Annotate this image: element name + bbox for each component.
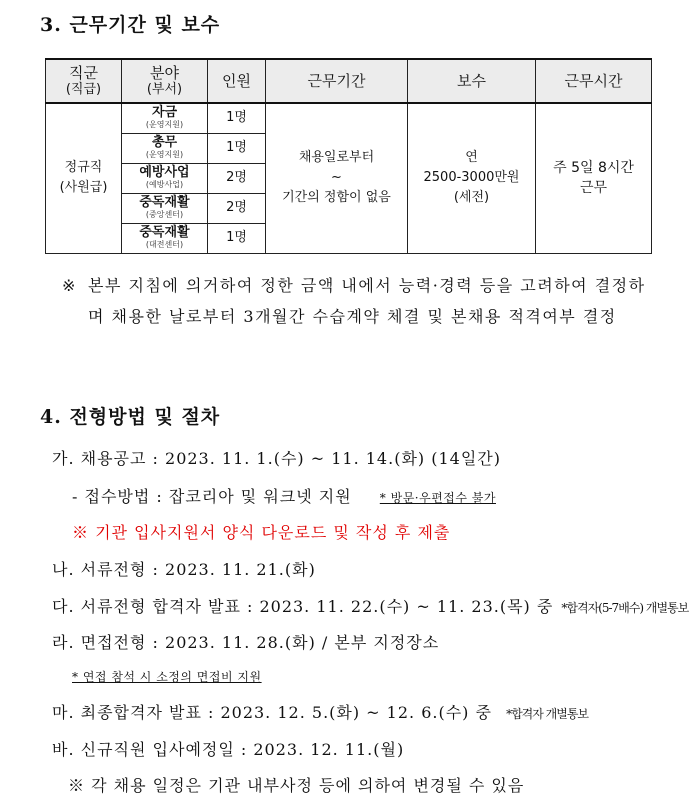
- step-na: 나. 서류전형 : 2023. 11. 21.(화): [52, 560, 316, 579]
- dept-cell: 예방사업 (예방사업): [122, 163, 208, 193]
- count-cell: 2명: [208, 163, 266, 193]
- count-cell: 2명: [208, 193, 266, 223]
- period-cell: 채용일로부터 ~ 기간의 정함이 없음: [266, 103, 408, 253]
- employment-table: [45, 58, 652, 254]
- step-ba: 바. 신규직원 입사예정일 : 2023. 12. 11.(월): [52, 740, 405, 759]
- step-ga: 가. 채용공고 : 2023. 11. 1.(수) ~ 11. 14.(화) (14일간): [52, 449, 501, 468]
- application-method: [72, 484, 496, 507]
- position-cell: 정규직 (사원급): [46, 103, 122, 253]
- dept-cell: 자금 (운영지원): [122, 103, 208, 133]
- hours-cell: 주 5일 8시간 근무: [536, 103, 652, 253]
- step-da-text: 다. 서류전형 합격자 발표 : 2023. 11. 22.(수) ~ 11. 23.(목) 중: [52, 597, 554, 616]
- dept-cell: 총무 (운영지원): [122, 133, 208, 163]
- step-ma: [52, 700, 588, 723]
- table-header-row: [46, 59, 652, 103]
- application-form-note: ※ 기관 입사지원서 양식 다운로드 및 작성 후 제출: [72, 523, 451, 542]
- dept-cell: 중독재활 (대전센터): [122, 223, 208, 253]
- salary-note-text: 본부 지침에 의거하여 정한 금액 내에서 능력·경력 등을 고려하여 결정하며 채용한 날로부터 3개월간 수습계약 체결 및 본채용 적격여부 결정: [88, 276, 646, 326]
- header-pay: 보수: [408, 59, 536, 103]
- schedule-change-note: ※ 각 채용 일정은 기관 내부사정 등에 의하여 변경될 수 있음: [68, 776, 525, 795]
- salary-note: [62, 270, 662, 332]
- header-field: 분야 (부서): [122, 59, 208, 103]
- step-ma-text: 마. 최종합격자 발표 : 2023. 12. 5.(화) ~ 12. 6.(수) 중: [52, 703, 492, 722]
- step-ma-note: *합격자 개별통보: [506, 707, 589, 721]
- step-da: [52, 594, 688, 617]
- step-ra: 라. 면접전형 : 2023. 11. 28.(화) / 본부 지정장소: [52, 633, 440, 652]
- count-cell: 1명: [208, 223, 266, 253]
- pay-cell: 연 2500-3000만원 (세전): [408, 103, 536, 253]
- header-hours: 근무시간: [536, 59, 652, 103]
- table-row: [46, 103, 652, 133]
- step-ra-note: * 연접 참석 시 소정의 면접비 지원: [72, 670, 262, 684]
- application-method-note: * 방문·우편접수 불가: [379, 491, 496, 505]
- step-da-note: *합격자(5-7배수) 개별통보: [561, 601, 689, 615]
- header-headcount: 인원: [208, 59, 266, 103]
- section3-title: 3. 근무기간 및 보수: [40, 14, 221, 36]
- application-method-text: - 접수방법 : 잡코리아 및 워크넷 지원: [72, 487, 352, 506]
- dept-cell: 중독재활 (중앙센터): [122, 193, 208, 223]
- header-period: 근무기간: [266, 59, 408, 103]
- reference-mark: ※: [62, 276, 77, 295]
- header-position: 직군 (직급): [46, 59, 122, 103]
- count-cell: 1명: [208, 133, 266, 163]
- count-cell: 1명: [208, 103, 266, 133]
- section4-title: 4. 전형방법 및 절차: [40, 406, 221, 428]
